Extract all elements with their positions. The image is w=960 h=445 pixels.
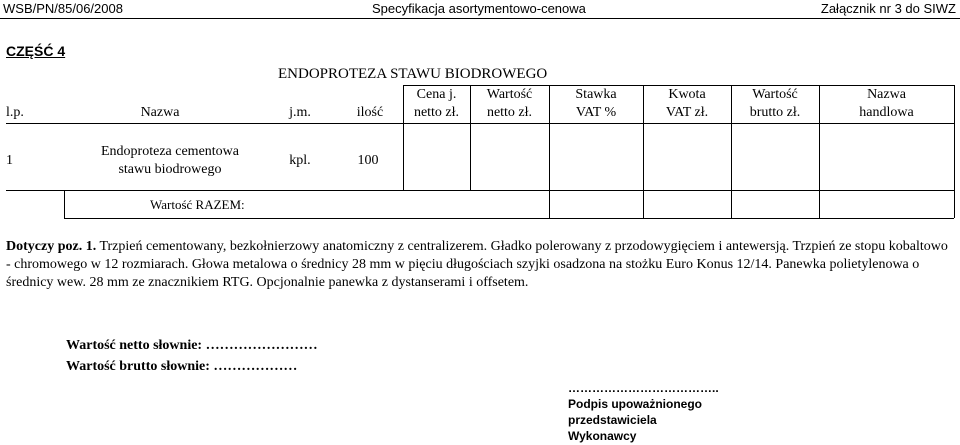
col-gross-bottom: brutto zł.: [749, 105, 801, 120]
header-doc-title: Specyfikacja asortymentowo-cenowa: [372, 1, 586, 16]
net-value-in-words: Wartość netto słownie: ……………………: [66, 338, 318, 353]
description-text: Trzpień cementowany, bezkołnierzowy anatomiczny z centralizerem. Gładko polerowany z przodowygięciem i antewersją. Trzpień ze stopu kobaltowo - chromowego w 12 rozmiarach. Głowa metalowa o średnicy 28 mm w pięciu długościach szyjki osadzona na stożku Euro Konus 12/14. Panewka polietylenowa o średnicy wew. 28 mm ze znacznikiem RTG. Opcjonalnie panewka z dystanserami i offsetem.: [6, 239, 948, 290]
row-unit: kpl.: [289, 153, 311, 168]
row-name-line2: stawu biodrowego: [118, 162, 222, 177]
signature-line1: Podpis upoważnionego: [568, 397, 702, 411]
col-name: Nazwa: [140, 105, 180, 120]
signature-line2: przedstawiciela: [568, 413, 657, 427]
description-lead: Dotyczy poz. 1.: [6, 239, 97, 254]
col-lp: l.p.: [6, 105, 24, 120]
col-vat-rate-bottom: VAT %: [575, 105, 617, 120]
col-unit: j.m.: [289, 105, 311, 120]
gross-value-in-words: Wartość brutto słownie: ………………: [66, 359, 298, 374]
col-value-net-top: Wartość: [486, 87, 533, 102]
col-price-top: Cena j.: [416, 87, 457, 102]
header-rule: [0, 18, 960, 19]
col-value-net-bottom: netto zł.: [486, 105, 533, 120]
total-label: Wartość RAZEM:: [150, 197, 245, 212]
table-title: ENDOPROTEZA STAWU BIODROWEGO: [278, 66, 548, 82]
row-lp: 1: [6, 153, 13, 168]
col-qty: ilość: [356, 105, 384, 120]
col-gross-top: Wartość: [752, 87, 798, 102]
header-attachment: Załącznik nr 3 do SIWZ: [820, 1, 956, 16]
col-vat-rate-top: Stawka: [575, 87, 617, 102]
col-vat-amount-top: Kwota: [668, 87, 706, 102]
col-vat-amount-bottom: VAT zł.: [665, 105, 709, 120]
row-qty: 100: [357, 153, 379, 168]
col-price-bottom: netto zł.: [413, 105, 460, 120]
row-name-line1: Endoproteza cementowa: [101, 144, 239, 159]
item-description: [6, 238, 951, 292]
col-trade-name-bottom: handlowa: [859, 105, 914, 120]
col-trade-name-top: Nazwa: [867, 87, 906, 102]
part-label: CZĘŚĆ 4: [6, 43, 66, 59]
signature-dots: ………………………………..: [568, 381, 719, 395]
header-doc-number: WSB/PN/85/06/2008: [3, 1, 123, 16]
signature-line3: Wykonawcy: [568, 429, 637, 443]
